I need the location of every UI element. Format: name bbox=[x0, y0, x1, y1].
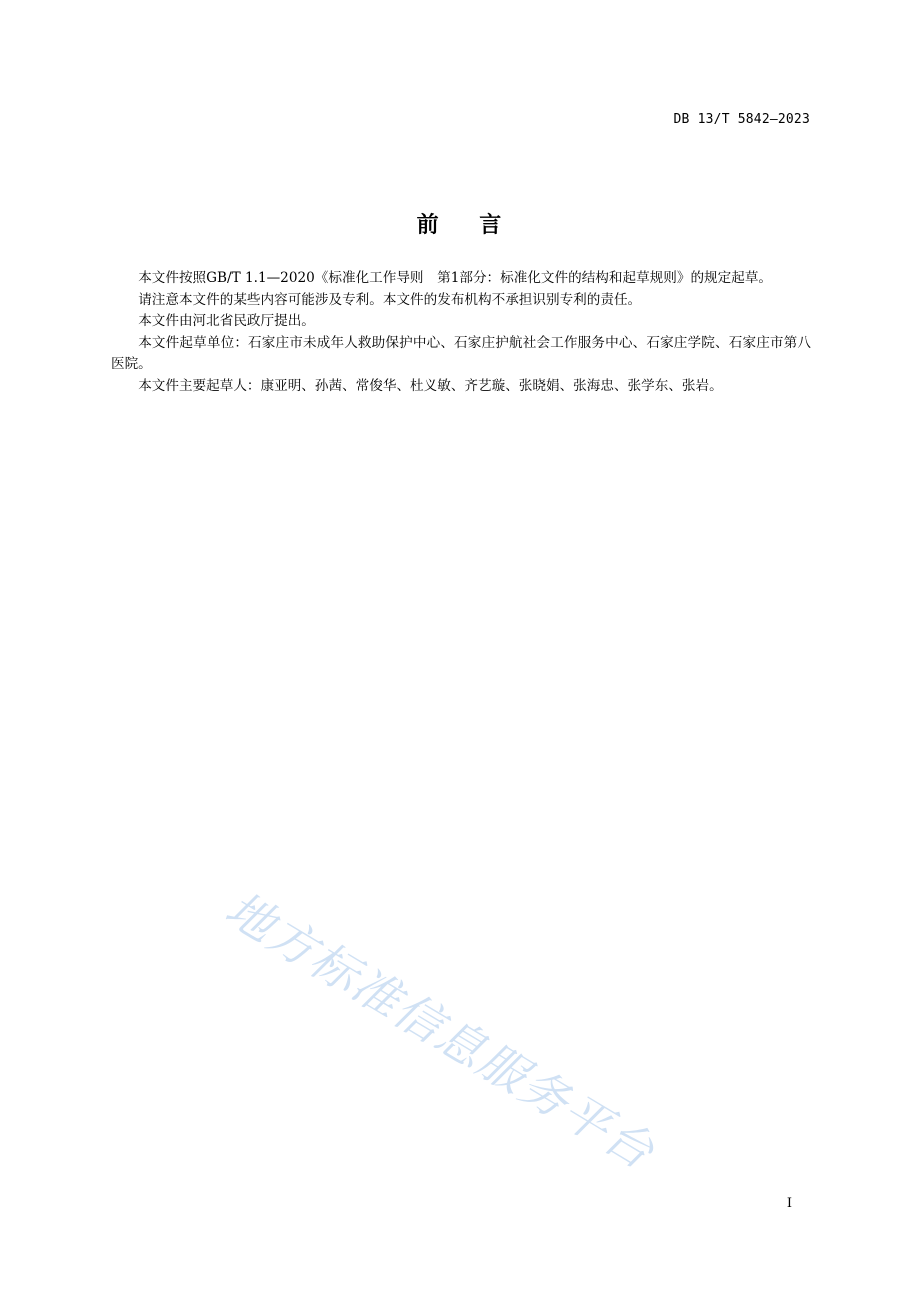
paragraph-drafting-basis: 本文件按照GB/T 1.1—2020《标准化工作导则 第1部分：标准化文件的结构和起草规则》的规定起草。 bbox=[138, 270, 773, 286]
page-title: 前 言 bbox=[416, 213, 504, 238]
foreword-body bbox=[111, 268, 811, 398]
page-number: I bbox=[786, 1196, 792, 1211]
paragraph-drafters: 本文件主要起草人：康亚明、孙茜、常俊华、杜义敏、齐艺璇、张晓娟、张海忠、张学东、张岩。 bbox=[138, 377, 723, 394]
document-code: DB 13/T 5842—2023 bbox=[673, 112, 810, 127]
watermark: 地方标准信息服务平台 bbox=[215, 881, 665, 1181]
paragraph-drafting-units: 本文件起草单位：石家庄市未成年人救助保护中心、石家庄护航社会工作服务中心、石家庄学院、石家庄市第八医院。 bbox=[111, 334, 811, 373]
paragraph-proposer: 本文件由河北省民政厅提出。 bbox=[138, 313, 315, 330]
paragraph-patent-notice: 请注意本文件的某些内容可能涉及专利。本文件的发布机构不承担识别专利的责任。 bbox=[138, 291, 642, 308]
